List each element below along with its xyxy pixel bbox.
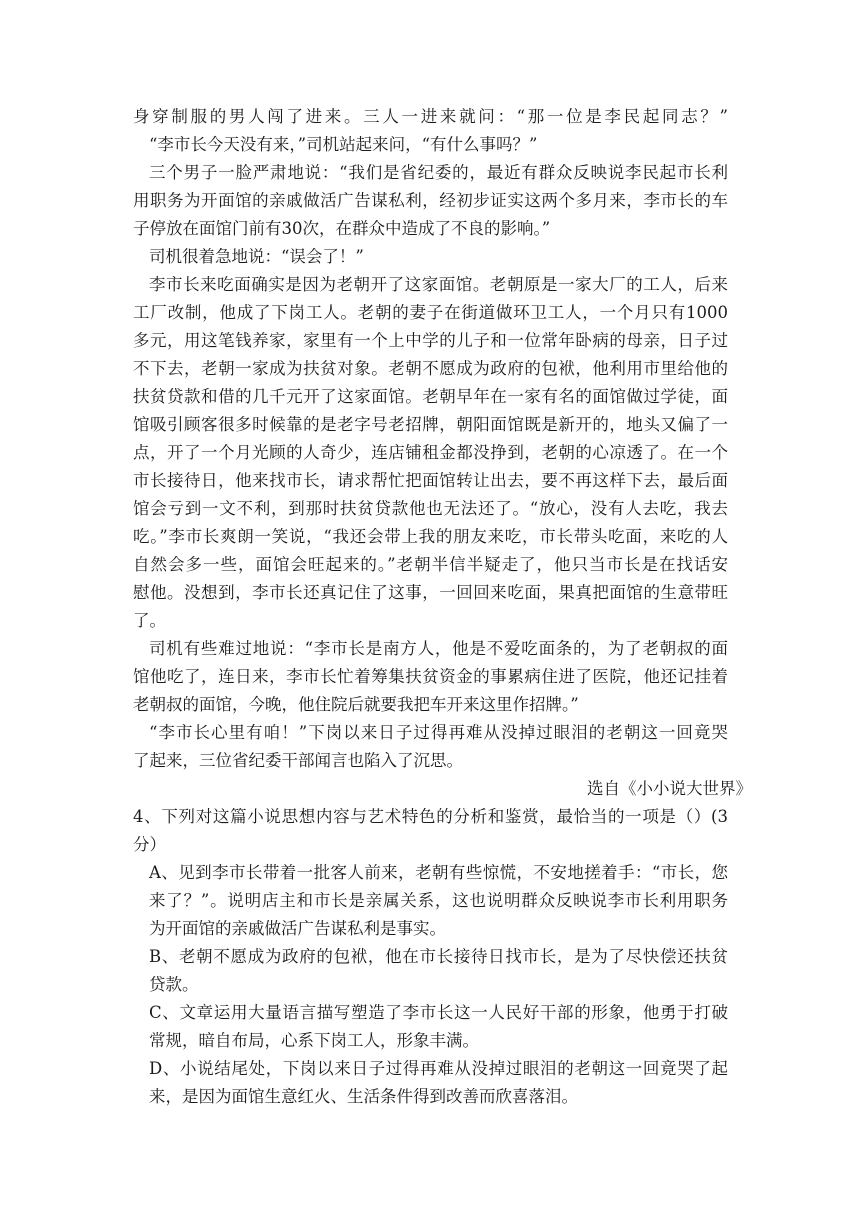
question-stem: 4、下列对这篇小说思想内容与艺术特色的分析和鉴赏，最恰当的一项是（）(3 bbox=[133, 807, 728, 826]
question-stem: 分） bbox=[133, 835, 166, 854]
option-a: 为开面馆的亲戚做活广告谋私利是事实。 bbox=[149, 919, 446, 938]
story-line: 了起来，三位省纪委干部闻言也陷入了沉思。 bbox=[133, 751, 463, 770]
story-line: 李市长来吃面确实是因为老朝开了这家面馆。老朝原是一家大厂的工人，后来 bbox=[149, 275, 728, 294]
story-line: 了。 bbox=[133, 611, 166, 630]
story-line: “李市长今天没有来，”司机站起来问，“有什么事吗？” bbox=[149, 135, 538, 154]
story-line: 用职务为开面馆的亲戚做活广告谋私利，经初步证实这两个多月来，李市长的车 bbox=[133, 191, 728, 210]
story-line: 工厂改制，他成了下岗工人。老朝的妻子在街道做环卫工人，一个月只有1000 bbox=[133, 303, 728, 322]
option-b: 贷款。 bbox=[149, 975, 199, 994]
option-d: 来，是因为面馆生意红火、生活条件得到改善而欣喜落泪。 bbox=[149, 1087, 578, 1106]
option-d: D、小说结尾处，下岗以来日子过得再难从没掉过眼泪的老朝这一回竟哭了起 bbox=[149, 1059, 728, 1078]
story-line: 点，开了一个月光顾的人奇少，连店铺租金都没挣到，老朝的心凉透了。在一个 bbox=[133, 443, 728, 462]
option-a: A、见到李市长带着一批客人前来，老朝有些惊慌，不安地搓着手：“市长，您 bbox=[149, 863, 728, 882]
story-line: 老朝叔的面馆，今晚，他住院后就要我把车开来这里作招牌。” bbox=[133, 695, 579, 714]
story-line: 馆会亏到一文不利，到那时扶贫贷款他也无法还了。“放心，没有人去吃，我去 bbox=[133, 499, 728, 518]
story-line: 身穿制服的男人闯了进来。三人一进来就问：“那一位是李民起同志？” bbox=[133, 107, 728, 126]
option-c: 常规，暗自布局，心系下岗工人，形象丰满。 bbox=[149, 1031, 479, 1050]
story-line: 扶贫贷款和借的几千元开了这家面馆。老朝早年在一家有名的面馆做过学徒，面 bbox=[133, 387, 728, 406]
story-line: “李市长心里有咱！”下岗以来日子过得再难从没掉过眼泪的老朝这一回竟哭 bbox=[149, 723, 728, 742]
story-line: 慰他。没想到，李市长还真记住了这事，一回回来吃面，果真把面馆的生意带旺 bbox=[133, 583, 728, 602]
story-line: 市长接待日，他来找市长，请求帮忙把面馆转让出去，要不再这样下去，最后面 bbox=[133, 471, 728, 490]
option-c: C、文章运用大量语言描写塑造了李市长这一人民好干部的形象，他勇于打破 bbox=[149, 1003, 728, 1022]
story-line: 司机有些难过地说：“李市长是南方人，他是不爱吃面条的，为了老朝叔的面 bbox=[149, 639, 728, 658]
story-line: 馆吸引顾客很多时候靠的是老字号老招牌，朝阳面馆既是新开的，地头又偏了一 bbox=[133, 415, 728, 434]
story-line: 三个男子一脸严肃地说：“我们是省纪委的，最近有群众反映说李民起市长利 bbox=[149, 163, 728, 182]
story-line: 吃。”李市长爽朗一笑说，“我还会带上我的朋友来吃，市长带头吃面，来吃的人 bbox=[133, 527, 728, 546]
story-line: 馆他吃了，连日来，李市长忙着筹集扶贫资金的事累病住进了医院，他还记挂着 bbox=[133, 667, 728, 686]
story-line: 不下去，老朝一家成为扶贫对象。老朝不愿成为政府的包袱，他利用市里给他的 bbox=[133, 359, 728, 378]
story-line: 司机很着急地说：“误会了！” bbox=[149, 247, 364, 266]
story-line: 多元，用这笔钱养家，家里有一个上中学的儿子和一位常年卧病的母亲，日子过 bbox=[133, 331, 728, 350]
option-b: B、老朝不愿成为政府的包袱，他在市长接待日找市长，是为了尽快偿还扶贫 bbox=[149, 947, 728, 966]
story-line: 子停放在面馆门前有30次，在群众中造成了不良的影响。” bbox=[133, 219, 551, 238]
story-line: 自然会多一些，面馆会旺起来的。”老朝半信半疑走了，他只当市长是在找话安 bbox=[133, 555, 728, 574]
source-attribution: 选自《小小说大世界》 bbox=[587, 779, 752, 798]
option-a: 来了？”。说明店主和市长是亲属关系，这也说明群众反映说李市长利用职务 bbox=[149, 891, 728, 910]
